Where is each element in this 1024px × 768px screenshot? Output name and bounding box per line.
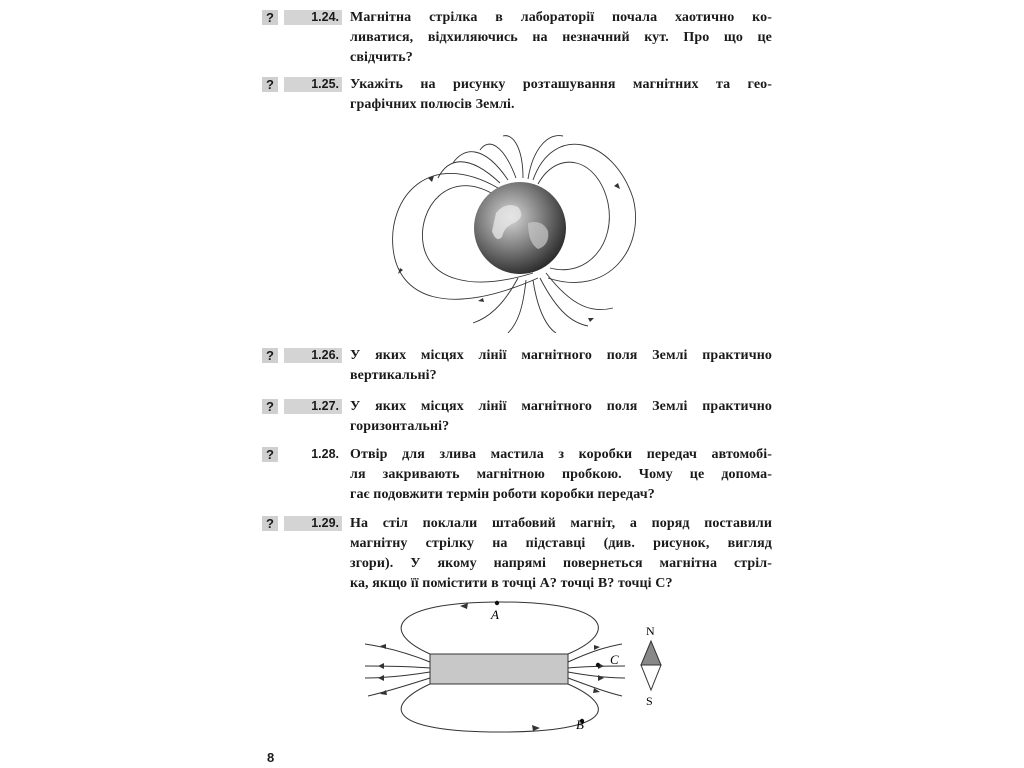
earth-magnetic-field-figure xyxy=(388,128,648,333)
point-b-label: B xyxy=(576,717,584,732)
page-number: 8 xyxy=(267,750,275,765)
text-line: Магнітна стрілка в лабораторії почала хаотично ко- xyxy=(350,10,772,25)
problem-text xyxy=(350,8,772,68)
question-mark-badge: ? xyxy=(262,399,278,414)
question-mark-badge: ? xyxy=(262,516,278,531)
text-line: У яких місцях лінії магнітного поля Землі практично xyxy=(350,348,772,363)
problem-number: 1.27. xyxy=(284,399,342,414)
bar-magnet-figure xyxy=(360,592,670,742)
text-line: гає подовжити термін роботи коробки передач? xyxy=(350,487,655,502)
point-a-label: A xyxy=(491,607,499,622)
problem-number: 1.26. xyxy=(284,348,342,363)
text-line: Отвір для злива мастила з коробки передач автомобі- xyxy=(350,447,772,462)
bar-magnet xyxy=(430,654,568,684)
point-c-label: C xyxy=(610,652,619,667)
problem-text xyxy=(350,346,772,386)
text-line: згори). У якому напрямі повернеться магнітна стріл- xyxy=(350,556,772,571)
text-line: магнітну стрілку на підставці (див. рисунок, вигляд xyxy=(350,536,772,551)
problem-number: 1.28. xyxy=(311,447,339,461)
text-line: Укажіть на рисунку розташування магнітних та гео- xyxy=(350,77,772,92)
question-mark-badge: ? xyxy=(262,348,278,363)
text-line: вертикальні? xyxy=(350,368,437,383)
question-mark-badge: ? xyxy=(262,447,278,462)
text-line: У яких місцях лінії магнітного поля Землі практично xyxy=(350,399,772,414)
problem-number: 1.24. xyxy=(284,10,342,25)
earth-globe xyxy=(474,182,566,274)
text-line: ля закривають магнітною пробкою. Чому це допома- xyxy=(350,467,772,482)
problem-text xyxy=(350,514,772,594)
text-line: ка, якщо її помістити в точці A? точці B? точці C? xyxy=(350,576,673,591)
text-line: ливатися, відхиляючись на незначний кут. Про що це xyxy=(350,30,772,45)
point-c-dot xyxy=(596,663,600,667)
compass-needle xyxy=(641,624,661,708)
text-line: На стіл поклали штабовий магніт, а поряд поставили xyxy=(350,516,772,531)
text-line: свідчить? xyxy=(350,50,413,65)
point-a-dot xyxy=(495,601,499,605)
problem-number: 1.25. xyxy=(284,77,342,92)
text-line: графічних полюсів Землі. xyxy=(350,97,515,112)
question-mark-badge: ? xyxy=(262,10,278,25)
text-line: горизонтальні? xyxy=(350,419,450,434)
question-mark-badge: ? xyxy=(262,77,278,92)
problem-text xyxy=(350,445,772,505)
problem-number: 1.29. xyxy=(284,516,342,531)
south-label: S xyxy=(646,694,653,708)
textbook-page xyxy=(248,0,778,768)
problem-text xyxy=(350,397,772,437)
north-label: N xyxy=(646,624,655,638)
problem-text xyxy=(350,75,772,115)
